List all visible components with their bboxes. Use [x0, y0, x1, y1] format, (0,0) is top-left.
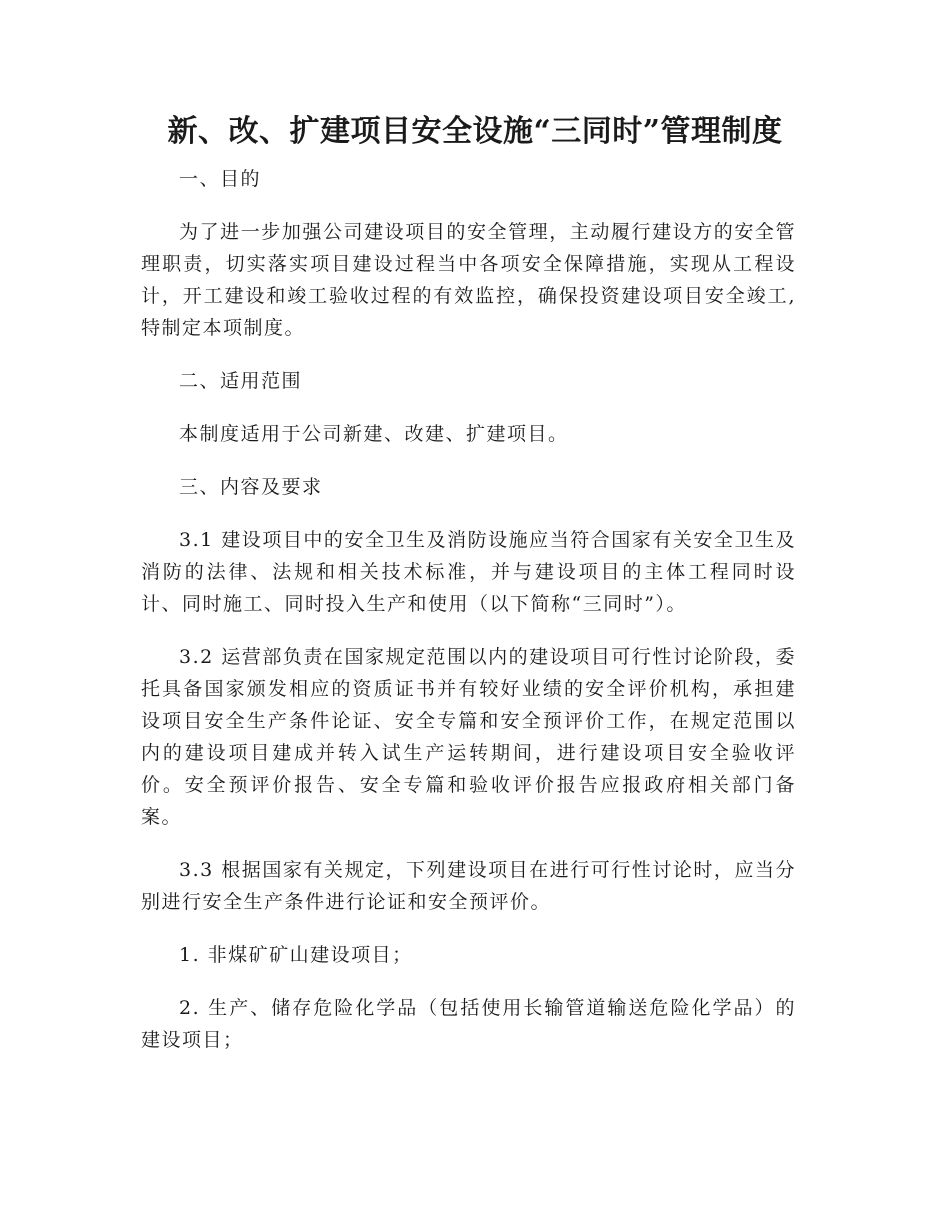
- paragraph-3-1: 3.1 建设项目中的安全卫生及消防设施应当符合国家有关安全卫生及消防的法律、法规和相关技术标准，并与建设项目的主体工程同时设计、同时施工、同时投入生产和使用（以下简称“三同时”）。: [141, 529, 796, 615]
- document-body: [141, 163, 796, 1077]
- document-title: 新、改、扩建项目安全设施“三同时”管理制度: [167, 114, 783, 149]
- paragraph-purpose: 为了进一步加强公司建设项目的安全管理，主动履行建设方的安全管理职责，切实落实项目建设过程当中各项安全保障措施，实现从工程设计，开工建设和竣工验收过程的有效监控，确保投资建设项目安全竣工,特制定本项制度。: [141, 221, 796, 339]
- list-item-2: 2. 生产、储存危险化学品（包括使用长输管道输送危险化学品）的建设项目；: [141, 997, 796, 1051]
- list-item-1: 1. 非煤矿矿山建设项目；: [179, 944, 413, 966]
- section-heading-purpose: 一、目的: [179, 168, 262, 190]
- paragraph-scope: 本制度适用于公司新建、改建、扩建项目。: [179, 423, 569, 445]
- paragraph-3-2: 3.2 运营部负责在国家规定范围以内的建设项目可行性讨论阶段，委托具备国家颁发相应的资质证书并有较好业绩的安全评价机构，承担建设项目安全生产条件论证、安全专篇和安全预评价工作，在规定范围以内的建设项目建成并转入试生产运转期间，进行建设项目安全验收评价。安全预评价报告、安全专篇和验收评价报告应报政府相关部门备案。: [141, 646, 796, 828]
- section-heading-requirements: 三、内容及要求: [179, 476, 323, 498]
- section-heading-scope: 二、适用范围: [179, 370, 303, 392]
- paragraph-3-3: 3.3 根据国家有关规定，下列建设项目在进行可行性讨论时，应当分别进行安全生产条件进行论证和安全预评价。: [141, 859, 796, 913]
